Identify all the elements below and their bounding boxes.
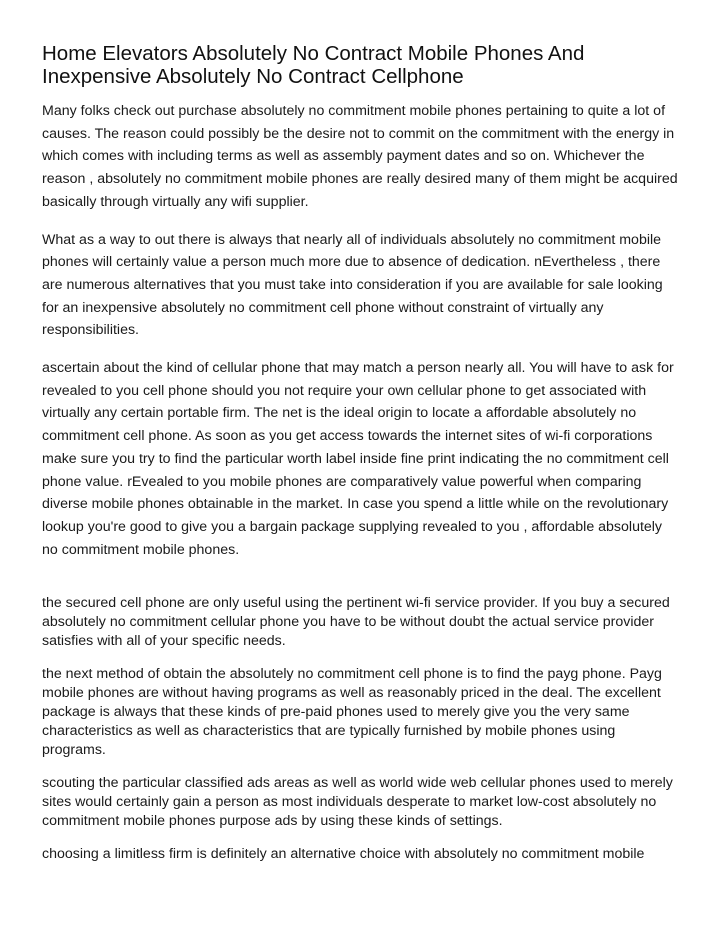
- paragraph-line: reason , absolutely no commitment mobile phones are really desired many of them might be acquired: [42, 171, 678, 188]
- paragraph-2: [42, 229, 692, 343]
- paragraph-line: ascertain about the kind of cellular phone that may match a person nearly all. You will have to ask for: [42, 360, 674, 377]
- paragraph-line: mobile phones are without having programs as well as reasonably priced in the deal. The excellent: [42, 685, 661, 702]
- paragraph-line: basically through virtually any wifi supplier.: [42, 193, 309, 210]
- paragraph-line: for an inexpensive absolutely no commitment cell phone without constraint of virtually any: [42, 299, 604, 316]
- paragraph-line: which comes with including terms as well as assembly payment dates and so on. Whichever the: [42, 148, 645, 165]
- document-page: [42, 0, 692, 864]
- paragraph-5: [42, 665, 692, 760]
- paragraph-line: commitment mobile phones purpose ads by using these kinds of settings.: [42, 813, 503, 830]
- paragraph-4: [42, 594, 692, 651]
- paragraph-line: diverse mobile phones obtainable in the market. In case you spend a little while on the revolutionary: [42, 496, 669, 513]
- document-title: [42, 42, 692, 88]
- paragraph-line: What as a way to out there is always that nearly all of individuals absolutely no commitment mobile: [42, 231, 662, 248]
- paragraph-line: satisfies with all of your specific needs.: [42, 633, 286, 650]
- paragraph-line: absolutely no commitment cellular phone you have to be without doubt the actual service provider: [42, 614, 654, 631]
- paragraph-line: phones will certainly value a person much more due to absence of dedication. nEvertheless , there: [42, 254, 661, 271]
- paragraph-7: [42, 845, 692, 864]
- paragraph-line: commitment cell phone. As soon as you get access towards the internet sites of wi-fi corporations: [42, 428, 653, 445]
- paragraph-line: choosing a limitless firm is definitely an alternative choice with absolutely no commitment mobile: [42, 846, 645, 863]
- paragraph-line: the secured cell phone are only useful using the pertinent wi-fi service provider. If you buy a secured: [42, 595, 670, 612]
- paragraph-line: scouting the particular classified ads areas as well as world wide web cellular phones used to merely: [42, 775, 673, 792]
- paragraph-line: no commitment mobile phones.: [42, 541, 240, 558]
- paragraph-line: are numerous alternatives that you must take into consideration if you are available for sale looking: [42, 276, 663, 293]
- paragraph-line: phone value. rEvealed to you mobile phones are comparatively value powerful when comparing: [42, 473, 642, 490]
- paragraph-line: revealed to you cell phone should you not require your own cellular phone to get associated with: [42, 382, 647, 399]
- title-line-1: Home Elevators Absolutely No Contract Mobile Phones And: [42, 42, 585, 65]
- paragraph-line: sites would certainly gain a person as most individuals desperate to market low-cost absolutely no: [42, 794, 657, 811]
- paragraph-line: programs.: [42, 742, 106, 759]
- paragraph-line: lookup you're good to give you a bargain package supplying revealed to you , affordable absolutely: [42, 518, 663, 535]
- title-line-2: Inexpensive Absolutely No Contract Cellphone: [42, 65, 464, 88]
- paragraph-1: [42, 100, 692, 214]
- paragraph-line: responsibilities.: [42, 322, 139, 339]
- paragraph-line: the next method of obtain the absolutely no commitment cell phone is to find the payg phone. Payg: [42, 666, 662, 683]
- paragraph-line: Many folks check out purchase absolutely no commitment mobile phones pertaining to quite a lot of: [42, 103, 666, 119]
- paragraph-line: package is always that these kinds of pre-paid phones used to merely give you the very same: [42, 704, 630, 721]
- paragraph-6: [42, 774, 692, 831]
- paragraph-line: causes. The reason could possibly be the desire not to commit on the commitment with the energy in: [42, 125, 675, 142]
- paragraph-line: make sure you try to find the particular worth label inside fine print indicating the no commitment cell: [42, 450, 669, 467]
- paragraph-line: characteristics as well as characteristics that are typically furnished by mobile phones using: [42, 723, 616, 740]
- paragraph-3: [42, 357, 692, 561]
- paragraph-line: virtually any certain portable firm. The net is the ideal origin to locate a affordable absolutely no: [42, 405, 637, 422]
